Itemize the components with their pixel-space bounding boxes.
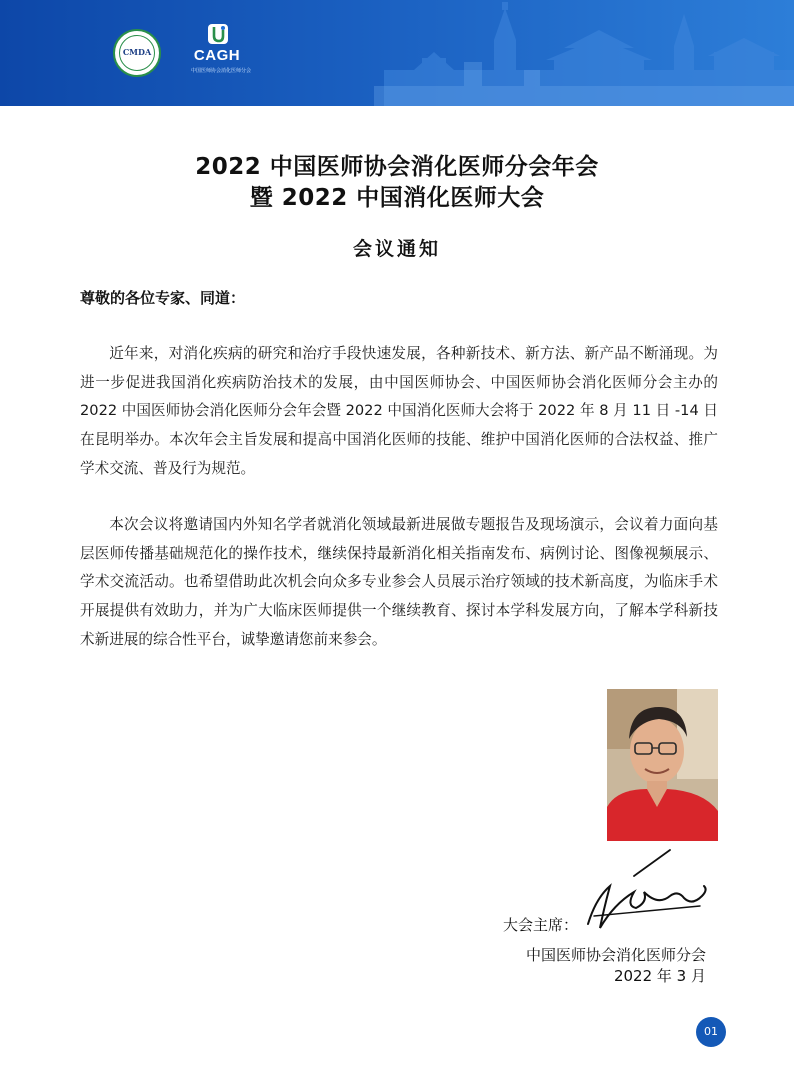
- organization-name: 中国医师协会消化医师分会: [525, 946, 706, 964]
- chairman-label: 大会主席：: [503, 916, 579, 934]
- greeting: 尊敬的各位专家、同道：: [80, 289, 246, 307]
- issue-date: 2022 年 3 月: [613, 967, 706, 985]
- notice-subtitle: 会议通知: [352, 238, 441, 260]
- document-title-line2: 暨 2022 中国消化医师大会: [249, 185, 545, 211]
- chairman-photo: [607, 689, 718, 841]
- cmda-logo: [113, 29, 161, 77]
- city-skyline-illustration: [374, 0, 794, 106]
- cagh-logo-subtext: 中国医师协会消化医师分会: [190, 68, 251, 74]
- paragraph-1: 近年来，对消化疾病的研究和治疗手段快速发展，各种新技术、新方法、新产品不断涌现。为进一步促进我国消化疾病防治技术的发展，由中国医师协会、中国医师协会消化医师分会主办的 2022 中国医师协会消化医师分会年会暨 2022 中国消化医师大会将于 2022 年 8 月 11 日 -14 日在昆明举办。本次年会主旨发展和提高中国消化医师的技能、维护中国消化医师的合法权益、推广学术交流、普及行为规范。: [80, 345, 718, 477]
- portrait-illustration: [607, 689, 718, 841]
- handwritten-signature: [574, 846, 714, 936]
- cmda-logo-text: CMDA: [122, 47, 152, 57]
- cagh-logo: [186, 22, 256, 82]
- cagh-logo-name: CAGH: [193, 47, 241, 64]
- cagh-logo-mark-icon: [206, 22, 230, 46]
- page-number-badge: 01: [696, 1017, 726, 1047]
- paragraph-2: 本次会议将邀请国内外知名学者就消化领域最新进展做专题报告及现场演示，会议着力面向基层医师传播基础规范化的操作技术，继续保持最新消化相关指南发布、病例讨论、图像视频展示、学术交流活动。也希望借助此次机会向众多专业参会人员展示治疗领域的技术新高度，为临床手术开展提供有效助力，并为广大临床医师提供一个继续教育、探讨本学科发展方向，了解本学科新技术新进展的综合性平台，诚挚邀请您前来参会。: [80, 516, 718, 648]
- header-banner: [0, 0, 794, 106]
- document-title-line1: 2022 中国医师协会消化医师分会年会: [195, 154, 599, 180]
